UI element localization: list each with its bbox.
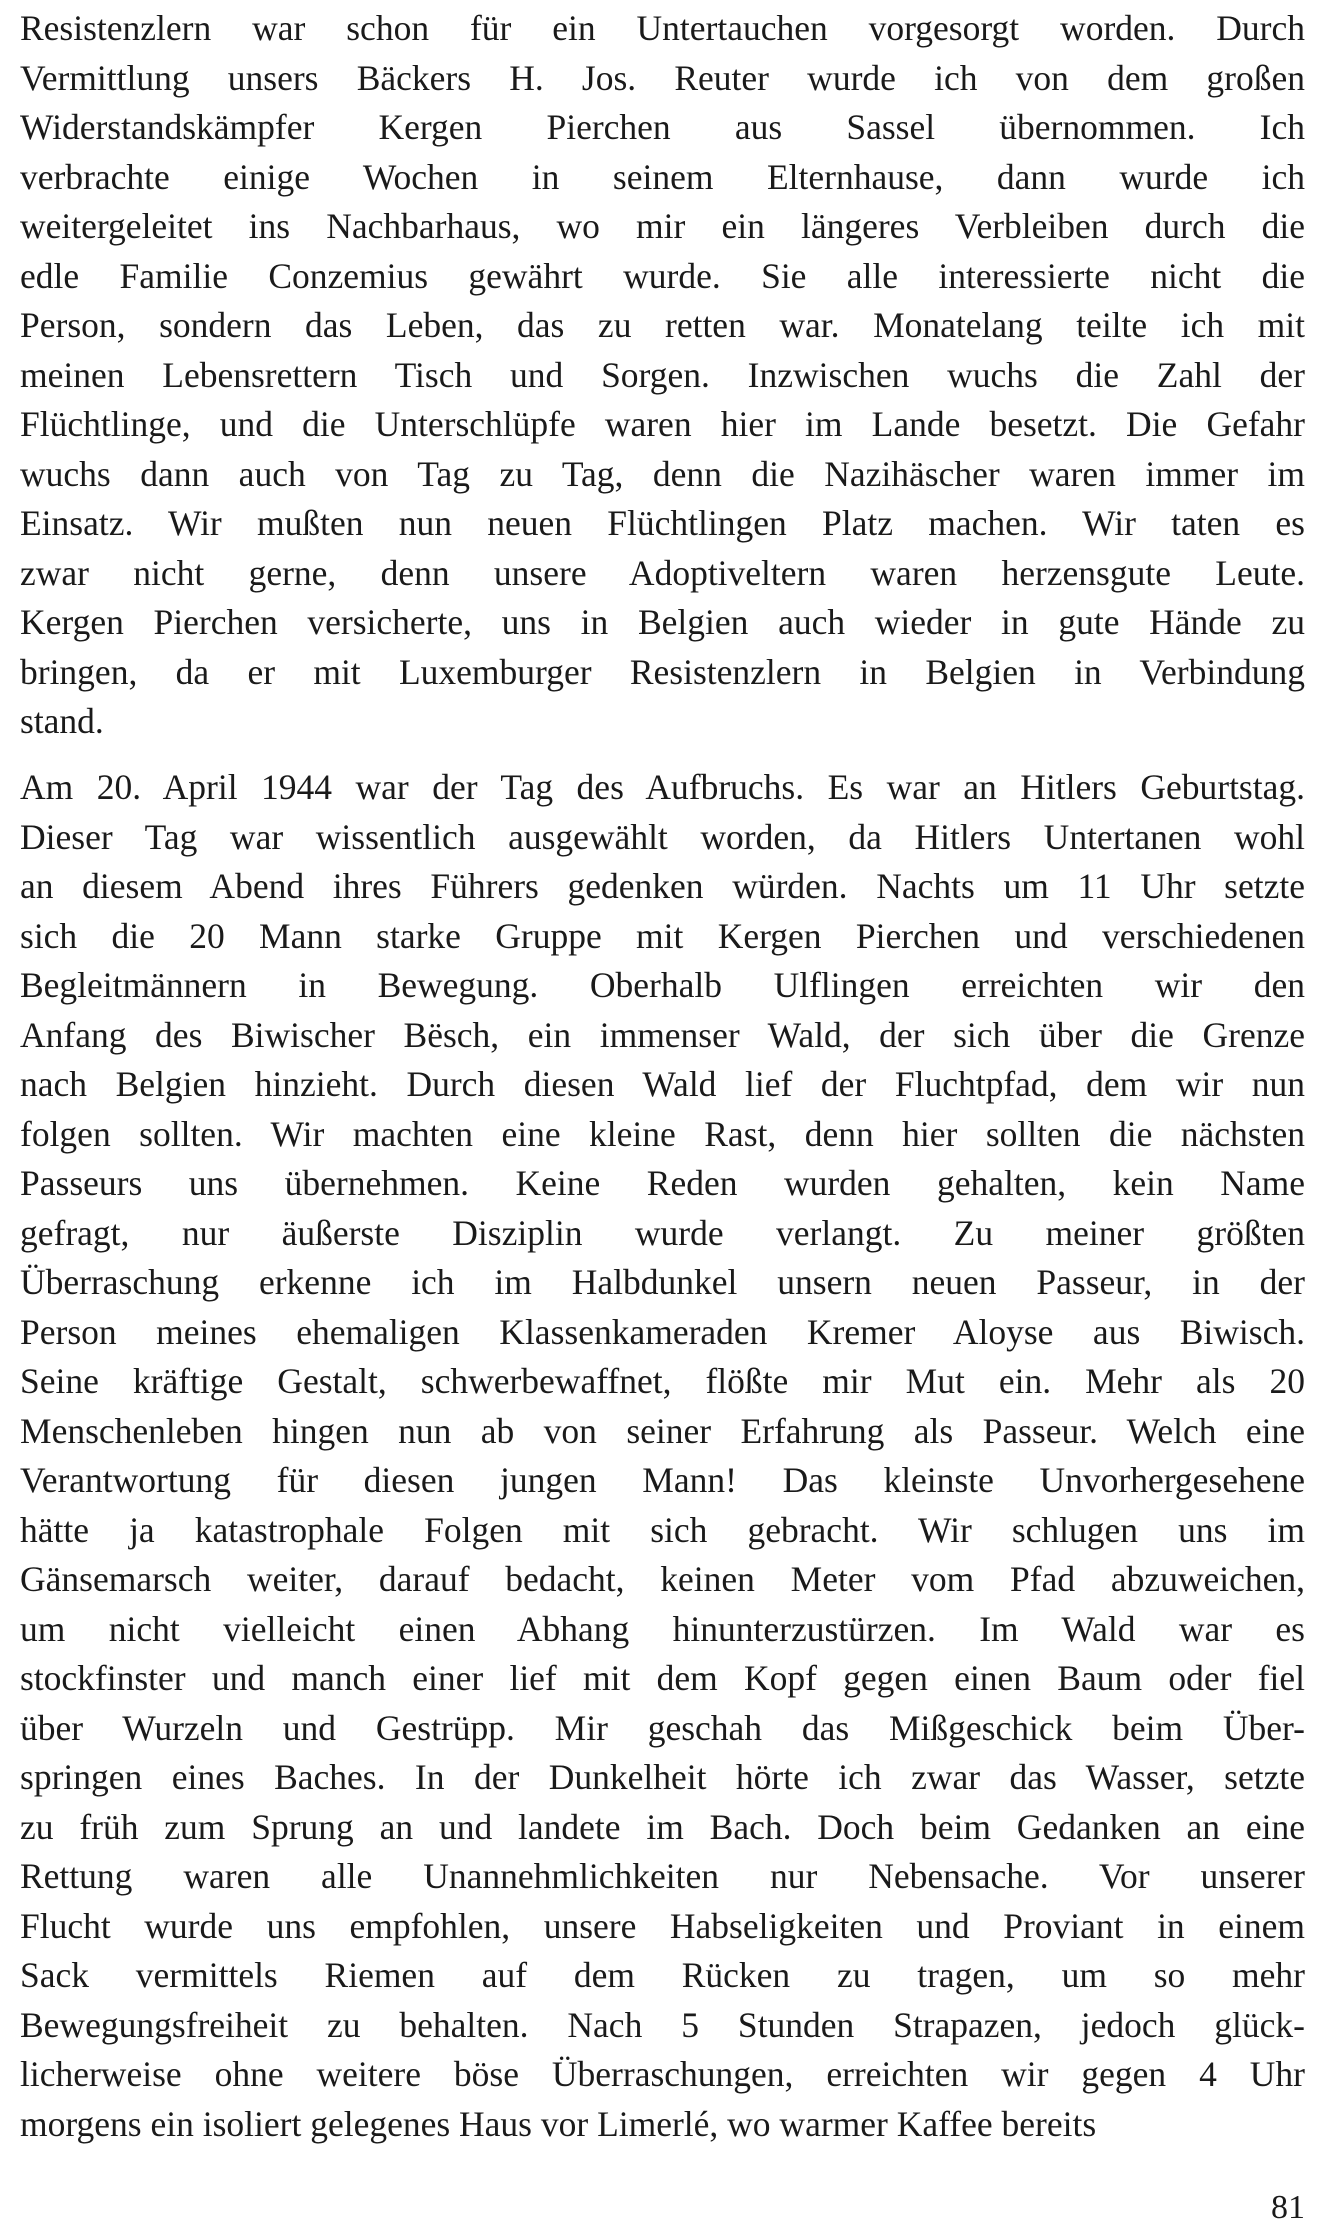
text-line: um nicht vielleicht einen Abhang hinunterzustürzen. Im Wald war es: [20, 1608, 1305, 1649]
text-line: Passeurs uns übernehmen. Keine Reden wurden gehalten, kein Name: [20, 1163, 1305, 1203]
text-line: sich die 20 Mann starke Gruppe mit Kergen Pierchen und verschiedenen: [20, 915, 1305, 956]
text-line: Widerstandskämpfer Kergen Pierchen aus Sassel übernommen. Ich: [20, 107, 1305, 147]
text-line: verbrachte einige Wochen in seinem Elternhause, dann wurde ich: [20, 156, 1305, 197]
text-line: Bewegungsfreiheit zu behalten. Nach 5 Stunden Strapazen, jedoch glück-: [20, 2004, 1305, 2045]
paragraph-1: [20, 4, 1305, 747]
text-line: stand.: [20, 701, 104, 741]
text-line: Menschenleben hingen nun ab von seiner Erfahrung als Passeur. Welch eine: [20, 1410, 1305, 1451]
text-line: folgen sollten. Wir machten eine kleine Rast, denn hier sollten die nächsten: [20, 1113, 1305, 1154]
text-line: Flüchtlinge, und die Unterschlüpfe waren hier im Lande besetzt. Die Gefahr: [20, 404, 1305, 444]
text-line: über Wurzeln und Gestrüpp. Mir geschah das Mißgeschick beim Über-: [20, 1707, 1305, 1748]
text-line: zwar nicht gerne, denn unsere Adoptiveltern waren herzensgute Leute.: [20, 552, 1305, 593]
text-line: Flucht wurde uns empfohlen, unsere Habseligkeiten und Proviant in einem: [20, 1905, 1305, 1946]
text-line: Verantwortung für diesen jungen Mann! Das kleinste Unvorhergesehene: [20, 1460, 1305, 1500]
text-line: Überraschung erkenne ich im Halbdunkel unsern neuen Passeur, in der: [20, 1262, 1305, 1302]
text-line: Begleitmännern in Bewegung. Oberhalb Ulflingen erreichten wir den: [20, 965, 1305, 1005]
text-line: Person, sondern das Leben, das zu retten war. Monatelang teilte ich mit: [20, 305, 1305, 345]
text-line: an diesem Abend ihres Führers gedenken würden. Nachts um 11 Uhr setzte: [20, 866, 1305, 906]
text-line: hätte ja katastrophale Folgen mit sich gebracht. Wir schlugen uns im: [20, 1509, 1305, 1550]
text-line: nach Belgien hinzieht. Durch diesen Wald lief der Fluchtpfad, dem wir nun: [20, 1064, 1305, 1104]
text-line: Anfang des Biwischer Bësch, ein immenser Wald, der sich über die Grenze: [20, 1014, 1305, 1055]
text-line: springen eines Baches. In der Dunkelheit hörte ich zwar das Wasser, setzte: [20, 1757, 1305, 1797]
text-line: wuchs dann auch von Tag zu Tag, denn die Nazihäscher waren immer im: [20, 453, 1305, 494]
text-line: Kergen Pierchen versicherte, uns in Belgien auch wieder in gute Hände zu: [20, 602, 1305, 642]
paragraph-2: [20, 763, 1305, 2149]
text-line: weitergeleitet ins Nachbarhaus, wo mir ein längeres Verbleiben durch die: [20, 206, 1305, 246]
text-line: gefragt, nur äußerste Disziplin wurde verlangt. Zu meiner größten: [20, 1212, 1305, 1253]
text-line: Dieser Tag war wissentlich ausgewählt worden, da Hitlers Untertanen wohl: [20, 816, 1305, 857]
text-line: Resistenzlern war schon für ein Untertauchen vorgesorgt worden. Durch: [20, 8, 1305, 48]
text-line: Gänsemarsch weiter, darauf bedacht, keinen Meter vom Pfad abzuweichen,: [20, 1559, 1305, 1599]
text-line: Am 20. April 1944 war der Tag des Aufbruchs. Es war an Hitlers Geburtstag.: [20, 767, 1305, 807]
text-line: Sack vermittels Riemen auf dem Rücken zu tragen, um so mehr: [20, 1955, 1305, 1995]
text-line: Person meines ehemaligen Klassenkameraden Kremer Aloyse aus Biwisch.: [20, 1311, 1305, 1352]
text-line: zu früh zum Sprung an und landete im Bach. Doch beim Gedanken an eine: [20, 1806, 1305, 1847]
text-line: morgens ein isoliert gelegenes Haus vor Limerlé, wo warmer Kaffee bereits: [20, 2103, 1097, 2144]
text-line: bringen, da er mit Luxemburger Resistenzlern in Belgien in Verbindung: [20, 651, 1305, 692]
text-line: licherweise ohne weitere böse Überraschungen, erreichten wir gegen 4 Uhr: [20, 2054, 1305, 2094]
text-line: Rettung waren alle Unannehmlichkeiten nur Nebensache. Vor unserer: [20, 1856, 1305, 1896]
text-line: meinen Lebensrettern Tisch und Sorgen. Inzwischen wuchs die Zahl der: [20, 354, 1305, 395]
text-line: Einsatz. Wir mußten nun neuen Flüchtlingen Platz machen. Wir taten es: [20, 503, 1305, 543]
page-number: 81: [1271, 2189, 1305, 2226]
text-line: edle Familie Conzemius gewährt wurde. Sie alle interessierte nicht die: [20, 255, 1305, 296]
text-line: Vermittlung unsers Bäckers H. Jos. Reuter wurde ich von dem großen: [20, 57, 1305, 98]
text-line: stockfinster und manch einer lief mit dem Kopf gegen einen Baum oder fiel: [20, 1658, 1305, 1698]
text-line: Seine kräftige Gestalt, schwerbewaffnet, flößte mir Mut ein. Mehr als 20: [20, 1361, 1305, 1401]
